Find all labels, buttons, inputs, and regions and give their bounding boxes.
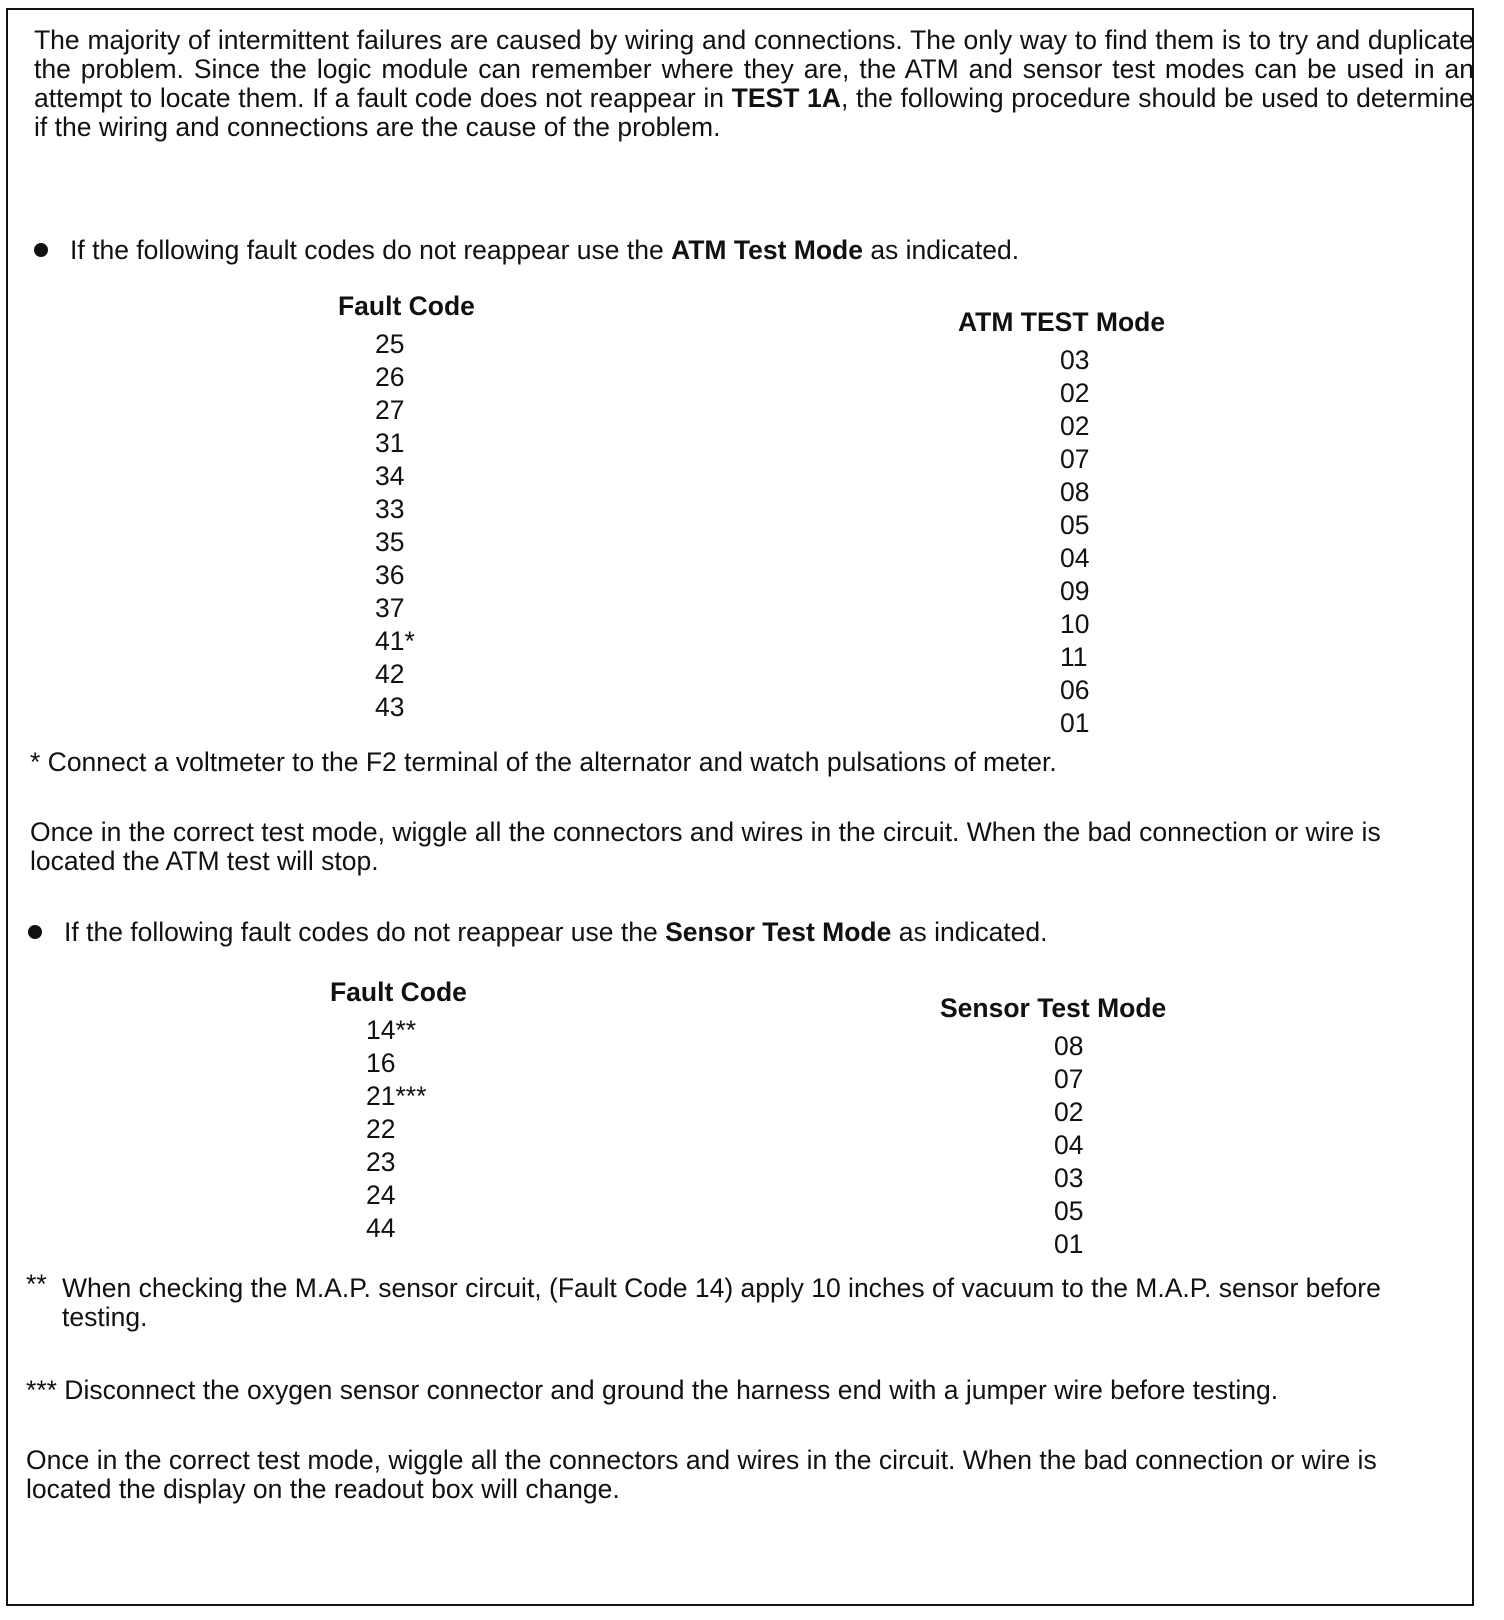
sensor-mode-column	[1054, 1030, 1083, 1261]
sensor-fault-code-cell: 44	[366, 1213, 396, 1243]
atm-test-mode-cell: 02	[1060, 378, 1090, 408]
sensor-test-mode-cell: 05	[1054, 1196, 1084, 1226]
atm-test-mode-cell: 04	[1060, 543, 1090, 573]
atm-bullet-pre: If the following fault codes do not reappear use the	[70, 235, 672, 265]
sensor-test-mode-cell: 07	[1054, 1064, 1084, 1094]
intro-paragraph	[34, 26, 1474, 142]
sensor-fault-code-cell: 24	[366, 1180, 396, 1210]
bullet-icon	[28, 925, 42, 939]
map-footnote	[26, 1269, 1446, 1332]
intro-text-1: The majority of intermittent failures are caused by wiring and connections. The only way to find them is to try and duplicate the problem. Since the logic module can remember where they are, the ATM and sensor test modes can be used in an attempt to locate them. If a fault code does not reappear in	[34, 25, 1474, 113]
atm-test-mode-cell: 07	[1060, 444, 1090, 474]
atm-fault-code-cell: 33	[375, 494, 405, 524]
sensor-test-mode-cell: 03	[1054, 1163, 1084, 1193]
atm-fault-code-cell: 42	[375, 659, 405, 689]
atm-bullet-post: as indicated.	[862, 235, 1020, 265]
atm-fault-code-cell: 26	[375, 362, 405, 392]
atm-fault-code-cell: 25	[375, 329, 405, 359]
atm-fault-code-cell: 43	[375, 692, 405, 722]
atm-test-mode-cell: 09	[1060, 576, 1090, 606]
sensor-instruction: Once in the correct test mode, wiggle all the connectors and wires in the circuit. When the bad connection or wire is located the display on the readout box will change.	[26, 1445, 1377, 1504]
sensor-test-mode-cell: 08	[1054, 1031, 1084, 1061]
atm-test-mode-cell: 11	[1060, 642, 1088, 672]
sensor-fault-code-cell: 23	[366, 1147, 396, 1177]
atm-test-mode-cell: 05	[1060, 510, 1090, 540]
atm-test-mode-cell: 01	[1060, 708, 1090, 738]
atm-fault-code-cell: 31	[375, 428, 405, 458]
atm-fault-code-cell: 36	[375, 560, 405, 590]
sensor-fault-code-cell: 14**	[366, 1015, 417, 1045]
atm-fault-header: Fault Code	[338, 291, 475, 321]
atm-mode-column	[1060, 344, 1089, 740]
atm-bullet-bold: ATM Test Mode	[671, 235, 863, 265]
intro-test-1a: TEST 1A	[731, 83, 841, 113]
sensor-bullet-post: as indicated.	[891, 917, 1048, 947]
oxygen-footnote: *** Disconnect the oxygen sensor connector and ground the harness end with a jumper wire before testing.	[26, 1375, 1279, 1405]
atm-instruction: Once in the correct test mode, wiggle all the connectors and wires in the circuit. When the bad connection or wire is located the ATM test will stop.	[30, 817, 1381, 876]
sensor-test-mode-cell: 04	[1054, 1130, 1084, 1160]
map-footnote-text: When checking the M.A.P. sensor circuit, (Fault Code 14) apply 10 inches of vacuum to the M.A.P. sensor before testing.	[62, 1273, 1381, 1332]
sensor-fault-header: Fault Code	[330, 977, 467, 1007]
sensor-test-mode-cell: 01	[1054, 1229, 1084, 1259]
sensor-bullet	[28, 918, 1468, 947]
sensor-fault-code-cell: 21***	[366, 1081, 427, 1111]
sensor-test-mode-cell: 02	[1054, 1097, 1084, 1127]
atm-fault-code-cell: 37	[375, 593, 405, 623]
bullet-icon	[34, 243, 48, 257]
intro-text-2: , the following procedure should be used to determine if the wiring and connections are the cause of the problem.	[34, 83, 1474, 142]
atm-footnote: * Connect a voltmeter to the F2 terminal of the alternator and watch pulsations of meter.	[30, 747, 1057, 777]
atm-fault-code-cell: 41*	[375, 626, 415, 656]
sensor-bullet-pre: If the following fault codes do not reappear use the	[64, 917, 666, 947]
atm-fault-code-cell: 34	[375, 461, 405, 491]
atm-test-mode-cell: 02	[1060, 411, 1090, 441]
atm-test-mode-cell: 03	[1060, 345, 1090, 375]
map-footnote-mark: **	[26, 1269, 47, 1299]
atm-mode-header: ATM TEST Mode	[958, 307, 1166, 337]
atm-fault-code-cell: 27	[375, 395, 405, 425]
document-page	[6, 8, 1474, 1606]
atm-fault-code-cell: 35	[375, 527, 405, 557]
atm-fault-column	[375, 328, 415, 724]
atm-test-mode-cell: 08	[1060, 477, 1090, 507]
atm-bullet	[34, 236, 1474, 265]
sensor-fault-code-cell: 22	[366, 1114, 396, 1144]
sensor-fault-column	[366, 1014, 426, 1245]
atm-test-mode-cell: 10	[1060, 609, 1090, 639]
sensor-fault-code-cell: 16	[366, 1048, 396, 1078]
sensor-bullet-bold: Sensor Test Mode	[665, 917, 892, 947]
atm-test-mode-cell: 06	[1060, 675, 1090, 705]
sensor-mode-header: Sensor Test Mode	[940, 993, 1167, 1023]
